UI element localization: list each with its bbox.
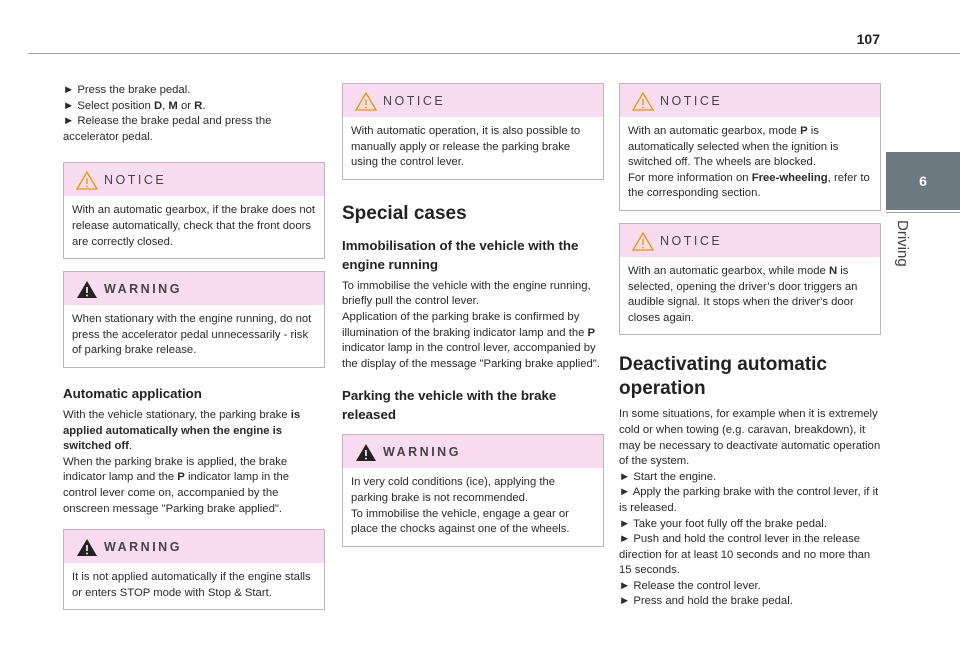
warning-box bbox=[342, 434, 604, 546]
warning-body: In very cold conditions (ice), applying the parking brake is not recommended. To immobilise the vehicle, engage a gear or place the chocks against one of the wheels. bbox=[351, 476, 570, 536]
warning-triangle-outline-icon bbox=[632, 92, 654, 111]
warning-triangle-outline-icon bbox=[632, 232, 654, 251]
warning-body: It is not applied automatically if the engine stalls or enters STOP mode with Stop & Start. bbox=[72, 571, 311, 599]
column-2 bbox=[342, 83, 604, 547]
notice-box bbox=[619, 223, 881, 335]
heading-parking-released: Parking the vehicle with the brake released bbox=[342, 388, 557, 423]
step-text: ► Start the engine. bbox=[619, 470, 717, 483]
paragraph: Application of the parking brake is confirmed by illumination of the braking indicator lamp and the P indicator lamp in the control lever, accompanied by the display of the message "Parking brake applied". bbox=[342, 310, 600, 370]
step-text: ► Apply the parking brake with the control lever, if it is released. bbox=[619, 486, 879, 514]
warning-triangle-outline-icon bbox=[355, 92, 377, 111]
column-3 bbox=[619, 83, 881, 610]
section-label: Driving bbox=[894, 220, 911, 267]
notice-body: With an automatic gearbox, if the brake does not release automatically, check that the front doors are correctly closed. bbox=[72, 204, 316, 248]
notice-box bbox=[619, 83, 881, 211]
step-text: ► Take your foot fully off the brake pedal. bbox=[619, 517, 827, 530]
heading-deactivating: Deactivating automatic operation bbox=[619, 354, 827, 400]
warning-title: WARNING bbox=[383, 445, 461, 460]
heading-special-cases: Special cases bbox=[342, 202, 467, 224]
step-text: ► Select position D, M or R. bbox=[63, 99, 206, 112]
warning-triangle-icon bbox=[76, 280, 98, 299]
warning-body: When stationary with the engine running, do not press the accelerator pedal unnecessarily - risk of parking brake release. bbox=[72, 313, 312, 357]
step-text: ► Push and hold the control lever in the release direction for at least 10 seconds and no more than 15 seconds. bbox=[619, 533, 871, 577]
warning-triangle-outline-icon bbox=[76, 171, 98, 190]
paragraph: When the parking brake is applied, the brake indicator lamp and the P indicator lamp in the control lever come on, accompanied by the onscreen message "Parking brake applied". bbox=[63, 455, 290, 515]
paragraph: With the vehicle stationary, the parking brake is applied automatically when the engine is switched off. bbox=[63, 408, 301, 453]
notice-body: With an automatic gearbox, while mode N is selected, opening the driver’s door triggers an audible signal. It stops when the driver's door closes again. bbox=[628, 264, 858, 324]
notice-title: NOTICE bbox=[660, 233, 723, 248]
heading-immobilisation: Immobilisation of the vehicle with the engine running bbox=[342, 237, 579, 272]
warning-box bbox=[63, 271, 325, 368]
notice-body: With automatic operation, it is also possible to manually apply or release the parking brake using the control lever. bbox=[351, 125, 581, 169]
notice-box bbox=[342, 83, 604, 180]
heading-automatic-application: Automatic application bbox=[63, 385, 202, 401]
warning-title: WARNING bbox=[104, 282, 182, 297]
paragraph: To immobilise the vehicle with the engine running, briefly pull the control lever. bbox=[342, 279, 591, 308]
step-text: ► Release the control lever. bbox=[619, 579, 761, 592]
step-text: ► Release the brake pedal and press the accelerator pedal. bbox=[63, 115, 272, 143]
notice-title: NOTICE bbox=[660, 94, 723, 108]
column-1 bbox=[63, 83, 325, 610]
notice-box bbox=[63, 162, 325, 259]
header-rule bbox=[28, 53, 960, 54]
warning-box bbox=[63, 529, 325, 610]
tab-divider bbox=[886, 212, 960, 213]
notice-title: NOTICE bbox=[383, 94, 446, 108]
warning-title: WARNING bbox=[104, 540, 182, 555]
step-text: ► Press and hold the brake pedal. bbox=[619, 595, 793, 608]
paragraph: In some situations, for example when it is extremely cold or when towing (e.g. caravan, breakdown), it may be necessary to deactivate automatic operation of the system. bbox=[619, 408, 881, 468]
warning-triangle-icon bbox=[76, 538, 98, 557]
notice-body: With an automatic gearbox, mode P is automatically selected when the ignition is switched off. The wheels are blocked. For more information on Free-wheeling, refer to the corresponding section. bbox=[628, 125, 870, 200]
notice-title: NOTICE bbox=[104, 173, 167, 188]
warning-triangle-icon bbox=[355, 443, 377, 462]
section-tab[interactable]: 6 bbox=[886, 152, 960, 210]
page-number: 107 bbox=[856, 31, 880, 47]
step-text: ► Press the brake pedal. bbox=[63, 84, 191, 96]
